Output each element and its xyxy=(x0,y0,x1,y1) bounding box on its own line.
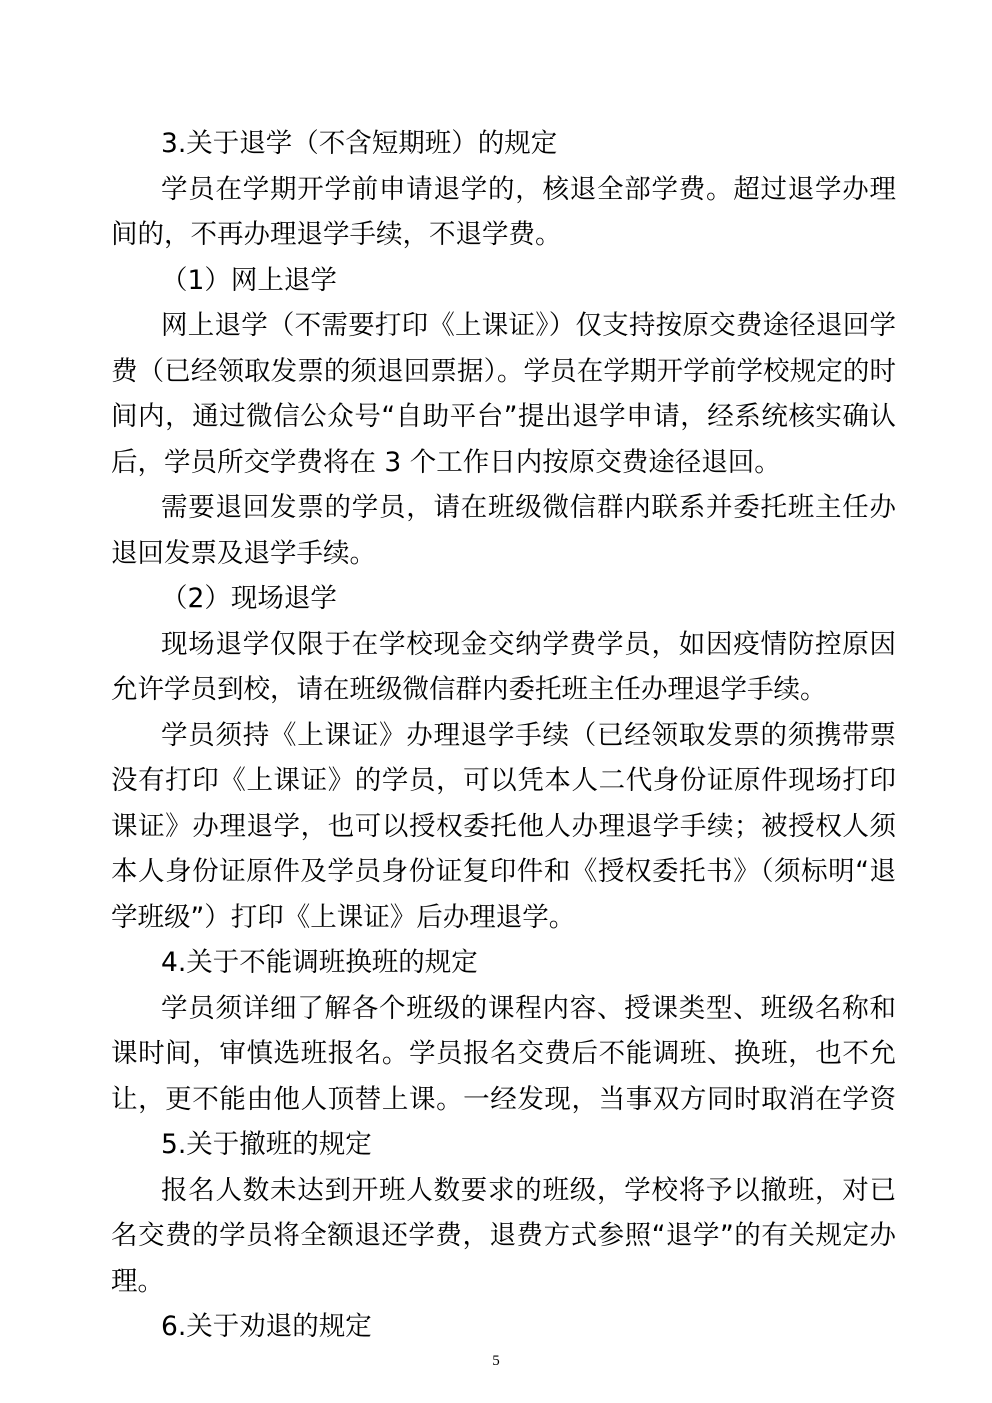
subheading-online-withdrawal: （1）网上退学 xyxy=(161,265,337,296)
heading-withdrawal-rules: 3.关于退学（不含短期班）的规定 xyxy=(161,128,558,159)
paragraph-line: 后，学员所交学费将在 3 个工作日内按原交费途径退回。 xyxy=(111,447,781,478)
paragraph-line: 学员须持《上课证》办理退学手续（已经领取发票的须携带票 xyxy=(161,720,896,751)
paragraph-line: 课时间，审慎选班报名。学员报名交费后不能调班、换班，也不允 xyxy=(111,1038,896,1069)
heading-no-class-transfer: 4.关于不能调班换班的规定 xyxy=(161,947,478,978)
paragraph-line: 学员须详细了解各个班级的课程内容、授课类型、班级名称和 xyxy=(161,993,896,1024)
paragraph-line: 学员在学期开学前申请退学的，核退全部学费。超过退学办理 xyxy=(161,174,896,205)
subheading-onsite-withdrawal: （2）现场退学 xyxy=(161,583,337,614)
paragraph-line: 允许学员到校，请在班级微信群内委托班主任办理退学手续。 xyxy=(111,674,827,705)
paragraph-line: 间的，不再办理退学手续，不退学费。 xyxy=(111,219,562,250)
paragraph-line: 没有打印《上课证》的学员，可以凭本人二代身份证原件现场打印 xyxy=(111,765,896,796)
paragraph-line: 本人身份证原件及学员身份证复印件和《授权委托书》（须标明“退 xyxy=(111,856,896,887)
heading-dismissal-rules: 6.关于劝退的规定 xyxy=(161,1311,372,1342)
page-number: 5 xyxy=(492,1353,500,1369)
paragraph-line: 网上退学（不需要打印《上课证》）仅支持按原交费途径退回学 xyxy=(161,310,896,341)
paragraph-line: 报名人数未达到开班人数要求的班级，学校将予以撤班，对已 xyxy=(161,1175,896,1206)
paragraph-line: 退回发票及退学手续。 xyxy=(111,538,376,569)
paragraph-line: 课证》办理退学，也可以授权委托他人办理退学手续；被授权人须 xyxy=(111,811,896,842)
paragraph-line: 现场退学仅限于在学校现金交纳学费学员，如因疫情防控原因 xyxy=(161,629,896,660)
heading-class-cancellation: 5.关于撤班的规定 xyxy=(161,1129,372,1160)
paragraph-line: 让，更不能由他人顶替上课。一经发现，当事双方同时取消在学资 xyxy=(111,1084,896,1115)
paragraph-line: 名交费的学员将全额退还学费，退费方式参照“退学”的有关规定办 xyxy=(111,1220,896,1251)
paragraph-line: 学班级”）打印《上课证》后办理退学。 xyxy=(111,902,576,933)
paragraph-line: 费（已经领取发票的须退回票据）。学员在学期开学前学校规定的时 xyxy=(111,356,896,387)
paragraph-line: 需要退回发票的学员，请在班级微信群内联系并委托班主任办 xyxy=(161,492,896,523)
paragraph-line: 理。 xyxy=(111,1266,164,1297)
paragraph-line: 间内，通过微信公众号“自助平台”提出退学申请，经系统核实确认 xyxy=(111,401,896,432)
